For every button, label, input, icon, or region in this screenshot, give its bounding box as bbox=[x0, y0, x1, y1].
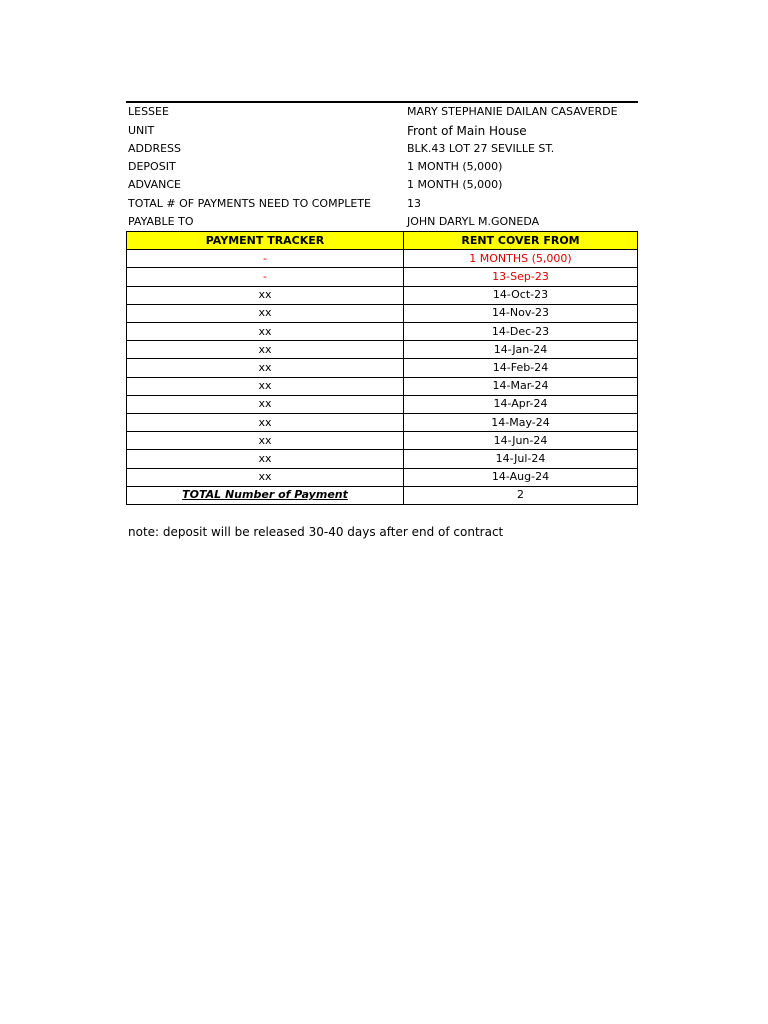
info-row bbox=[126, 176, 638, 194]
rent-cover-from-cell: 14-Dec-23 bbox=[404, 323, 638, 341]
payment-tracker-cell: xx bbox=[127, 468, 404, 486]
info-value: 1 MONTH (5,000) bbox=[407, 178, 503, 192]
tracker-row bbox=[127, 377, 638, 395]
tracker-row bbox=[127, 359, 638, 377]
info-row bbox=[126, 140, 638, 158]
total-number-of-payment-label: TOTAL Number of Payment bbox=[127, 486, 404, 504]
rent-cover-from-cell: 14-Apr-24 bbox=[404, 395, 638, 413]
payment-tracker-cell: xx bbox=[127, 359, 404, 377]
rent-cover-from-cell: 14-Mar-24 bbox=[404, 377, 638, 395]
rent-cover-from-cell: 14-Jul-24 bbox=[404, 450, 638, 468]
total-row bbox=[127, 486, 638, 504]
info-row bbox=[126, 102, 638, 121]
tracker-row bbox=[127, 323, 638, 341]
tracker-row bbox=[127, 468, 638, 486]
tracker-header bbox=[127, 232, 638, 250]
payment-tracker-cell: xx bbox=[127, 377, 404, 395]
payment-tracker-cell: - bbox=[127, 250, 404, 268]
info-label: DEPOSIT bbox=[128, 160, 176, 174]
tracker-header-row bbox=[127, 232, 638, 250]
rent-cover-from-cell: 14-Nov-23 bbox=[404, 304, 638, 322]
info-label: ADDRESS bbox=[128, 141, 182, 155]
payment-tracker-cell: xx bbox=[127, 413, 404, 431]
info-value: Front of Main House bbox=[407, 123, 527, 138]
deposit-note: note: deposit will be released 30-40 days after end of contract bbox=[128, 525, 504, 539]
tracker-row bbox=[127, 413, 638, 431]
rent-cover-from-cell: 14-Aug-24 bbox=[404, 468, 638, 486]
tracker-body bbox=[127, 250, 638, 486]
payment-tracker-cell: xx bbox=[127, 341, 404, 359]
rent-cover-from-cell: 1 MONTHS (5,000) bbox=[404, 250, 638, 268]
tracker-row bbox=[127, 250, 638, 268]
rent-cover-from-cell: 14-Feb-24 bbox=[404, 359, 638, 377]
rent-cover-from-header: RENT COVER FROM bbox=[404, 232, 638, 250]
tracker-row bbox=[127, 304, 638, 322]
rent-cover-from-cell: 14-May-24 bbox=[404, 413, 638, 431]
lease-info-body bbox=[126, 102, 638, 231]
info-value: BLK.43 LOT 27 SEVILLE ST. bbox=[407, 141, 555, 155]
rent-cover-from-cell: 14-Jun-24 bbox=[404, 432, 638, 450]
tracker-row bbox=[127, 450, 638, 468]
info-row bbox=[126, 158, 638, 176]
payment-tracker-cell: xx bbox=[127, 323, 404, 341]
info-label: UNIT bbox=[128, 123, 155, 137]
payment-tracker-cell: xx bbox=[127, 432, 404, 450]
info-row bbox=[126, 213, 638, 231]
rent-cover-from-cell: 14-Oct-23 bbox=[404, 286, 638, 304]
payment-tracker-cell: xx bbox=[127, 304, 404, 322]
info-row bbox=[126, 121, 638, 139]
info-value: MARY STEPHANIE DAILAN CASAVERDE bbox=[407, 105, 618, 119]
info-row bbox=[126, 194, 638, 212]
info-value: JOHN DARYL M.GONEDA bbox=[407, 215, 540, 229]
total-number-of-payment-value: 2 bbox=[404, 486, 638, 504]
tracker-row bbox=[127, 286, 638, 304]
tracker-row bbox=[127, 268, 638, 286]
tracker-row bbox=[127, 341, 638, 359]
info-label: TOTAL # OF PAYMENTS NEED TO COMPLETE bbox=[128, 196, 371, 210]
info-value: 1 MONTH (5,000) bbox=[407, 160, 503, 174]
lease-sheet bbox=[126, 101, 638, 505]
info-value: 13 bbox=[407, 196, 421, 210]
info-label: PAYABLE TO bbox=[128, 215, 194, 229]
info-label: ADVANCE bbox=[128, 178, 182, 192]
tracker-row bbox=[127, 395, 638, 413]
rent-cover-from-cell: 13-Sep-23 bbox=[404, 268, 638, 286]
payment-tracker-table bbox=[126, 231, 638, 505]
payment-tracker-cell: xx bbox=[127, 395, 404, 413]
payment-tracker-cell: - bbox=[127, 268, 404, 286]
tracker-row bbox=[127, 432, 638, 450]
rent-cover-from-cell: 14-Jan-24 bbox=[404, 341, 638, 359]
payment-tracker-cell: xx bbox=[127, 450, 404, 468]
tracker-footer bbox=[127, 486, 638, 504]
lease-info-table bbox=[126, 101, 638, 231]
info-label: LESSEE bbox=[128, 105, 169, 119]
payment-tracker-header: PAYMENT TRACKER bbox=[127, 232, 404, 250]
payment-tracker-cell: xx bbox=[127, 286, 404, 304]
